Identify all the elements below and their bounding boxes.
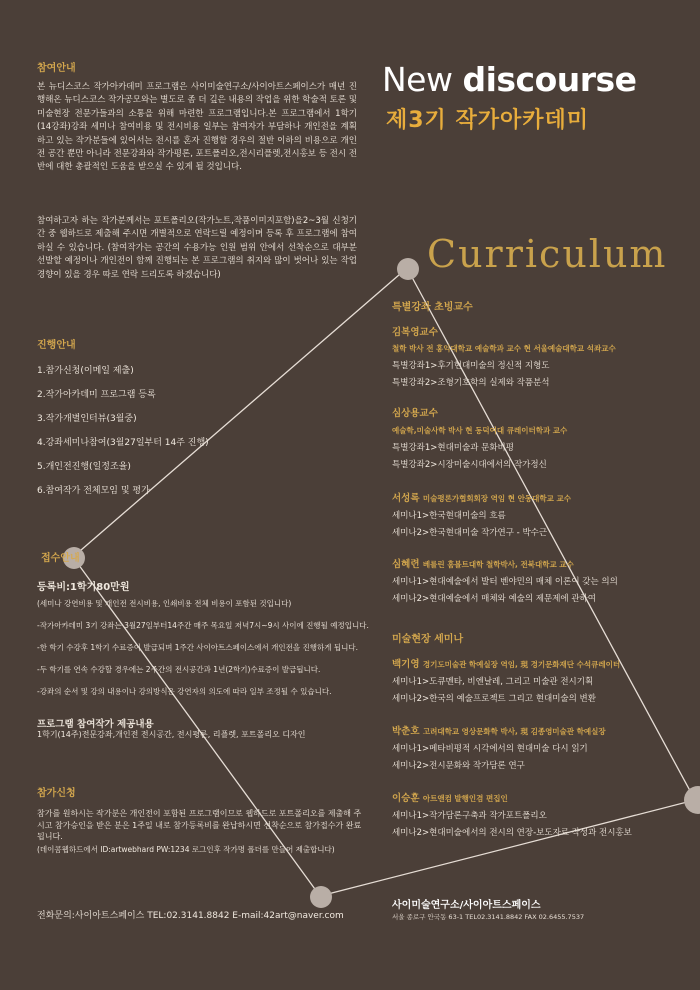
lecturer-name-line bbox=[392, 556, 692, 570]
reception-title: 접수안내 bbox=[41, 553, 80, 564]
lecturer-affiliation: 예술학,미술사학 박사 현 동덕여대 큐레이터학과 교수 bbox=[392, 426, 568, 435]
lecturer-name-line bbox=[392, 490, 692, 504]
reception-note: -강좌의 순서 및 강의 내용이나 강의방식은 강연자의 의도에 따라 일부 조정될 수 있습니다. bbox=[37, 687, 332, 696]
title-part1: New bbox=[382, 60, 463, 99]
lecturer-name: 박춘호 bbox=[392, 726, 420, 737]
provide-title: 프로그램 참여작가 제공내용 bbox=[37, 719, 154, 730]
lecturer-6 bbox=[392, 723, 692, 771]
node-dot-top bbox=[397, 258, 419, 280]
main-title bbox=[382, 60, 637, 99]
lecturer-5 bbox=[392, 656, 692, 704]
lecture-line: 세미나2>현대예술에서 매체와 예술의 제문제에 관하여 bbox=[392, 594, 596, 604]
provide-text: 1학기(14주)전문강좌,개인전 전시공간, 전시평론, 리플렛, 포트폴리오 디자인 bbox=[37, 730, 306, 739]
lecture-line: 특별강좌1>현대미술과 문화비평 bbox=[392, 443, 514, 453]
lecturer-name-line bbox=[392, 656, 692, 670]
process-step: 3.작가개별인터뷰(3월중) bbox=[37, 414, 137, 424]
process-title: 진행안내 bbox=[37, 340, 76, 351]
title-part2: discourse bbox=[462, 60, 637, 99]
process-steps bbox=[37, 363, 209, 507]
apply-webhard: (데이콤웹하드에서 ID:artwebhard PW:1234 로그인후 작가명 폴더를 만들어 제출합니다) bbox=[37, 845, 335, 854]
reception-notes bbox=[37, 598, 367, 708]
lecturer-name: 서성록 bbox=[392, 493, 420, 504]
apply-text: 참가를 원하시는 작가분은 개인전이 포함된 프로그램이므로 웹하드로 포트폴리오를 제출해 주시고 참가승인을 받은 분은 1주일 내로 참가등록비를 완납하시면 선착순으로 참가접수가 완료됩니다. bbox=[37, 809, 362, 841]
lecture-line: 특별강좌1>후기현대미술의 정신적 지형도 bbox=[392, 361, 550, 371]
lecturer-name-line bbox=[392, 790, 692, 804]
lecture-line: 세미나1>작가담론구축과 작가포트폴리오 bbox=[392, 811, 547, 821]
lecture-line: 세미나2>현대미술에서의 전시의 연장-보도자료 작성과 전시홍보 bbox=[392, 828, 632, 838]
footer-address: 서울 종로구 안국동 63-1 TEL02.3141.8842 FAX 02.6455.7537 bbox=[392, 913, 585, 921]
lecturer-affiliation: 고려대학교 영상문화학 박사, 現 김종영미술관 학예실장 bbox=[422, 727, 606, 736]
lecturer-7 bbox=[392, 790, 692, 838]
curriculum-heading: Curriculum bbox=[427, 232, 668, 276]
lecturer-name: 심혜련 bbox=[392, 559, 420, 570]
field-title: 미술현장 세미나 bbox=[392, 634, 464, 645]
participation-title: 참여안내 bbox=[37, 63, 76, 74]
lecture-line: 세미나1>한국현대미술의 흐름 bbox=[392, 511, 506, 521]
lecturer-affiliation: 미술평론가협회회장 역임 현 안동대학교 교수 bbox=[422, 494, 571, 503]
reception-note: -두 학기를 연속 수강할 경우에는 2주간의 전시공간과 1년(2학기)수료증이 발급됩니다. bbox=[37, 665, 321, 674]
special-title: 특별강좌 초빙교수 bbox=[392, 302, 473, 313]
lecturer-name: 이승훈 bbox=[392, 793, 420, 804]
lecture-line: 세미나2>전시문화와 작가담론 연구 bbox=[392, 761, 525, 771]
lecture-line: 세미나1>메타비평적 시각에서의 현대미술 다시 읽기 bbox=[392, 744, 588, 754]
reception-note: (세미나 강연비용 및 개인전 전시비용, 인쇄비용 전체 비용이 포함된 것입니다) bbox=[37, 599, 292, 608]
lecturer-1 bbox=[392, 324, 692, 388]
lecturer-name-line bbox=[392, 723, 692, 737]
reception-fee: 등록비:1학기80만원 bbox=[37, 582, 130, 593]
lecture-line: 세미나2>한국의 예술프로젝트 그리고 현대미술의 변환 bbox=[392, 694, 596, 704]
participation-para1: 본 뉴디스코스 작가아카데미 프로그램은 사이미술연구소/사이아트스페이스가 매년 진행해온 뉴디스코스 작가공모와는 별도로 좀 더 깊은 내용의 작업을 위한 학술적 토론 및 미술현장 전문가들과의 소통을 위해 마련한 프로그램입니다.본 프로그램에서 1학기(14강좌)강좌 세미나 참여비용 및 전시비용 일부는 참여자가 부담하나 개인전을 계획하고 있는 작가분들에 있어서는 전시를 혼자 진행할 경우의 절반 이하의 비용으로 개인전 공간 뿐만 아니라 전문강좌와 작가평론, 포트폴리오,전시리플렛,전시홍보 등 전시 전반에 대한 총괄적인 도움을 받으실 수 있게 될 것입니다. bbox=[37, 82, 357, 173]
lecturer-affiliation: 철학 박사 전 홍익대학교 예술학과 교수 현 서울예술대학교 석좌교수 bbox=[392, 344, 616, 353]
footer-org: 사이미술연구소/사이아트스페이스 bbox=[392, 900, 541, 911]
lecturer-2 bbox=[392, 405, 692, 470]
lecture-line: 세미나1>도큐멘타, 비엔날레, 그리고 미술관 전시기획 bbox=[392, 677, 594, 687]
reception-note: -작가아카데미 3기 강좌는 3월27일부터14주간 매주 목요일 저녁7시~9시 사이에 진행될 예정입니다. bbox=[37, 621, 369, 630]
lecturer-affiliation: 경기도미술관 학예실장 역임, 現 경기문화재단 수석큐레이터 bbox=[422, 660, 621, 669]
process-step: 4.강좌세미나참여(3월27일부터 14주 진행) bbox=[37, 438, 209, 448]
reception-note: -한 학기 수강후 1학기 수료증이 발급되며 1주간 사이아트스페이스에서 개인전을 진행하게 됩니다. bbox=[37, 643, 359, 652]
process-step: 5.개인전진행(일정조율) bbox=[37, 462, 131, 472]
node-dot-bottom bbox=[310, 886, 332, 908]
lecturer-name: 백기영 bbox=[392, 659, 420, 670]
lecturer-3 bbox=[392, 490, 692, 538]
lecturer-name: 김복영교수 bbox=[392, 327, 438, 338]
participation-para2: 참여하고자 하는 작가분께서는 포트폴리오(작가노트,작품이미지포함)을2~3월 신청기간 중 웹하드로 제출해 주시면 개별적으로 연락드릴 예정이며 등록 후 프로그램에 참여하실 수 있습니다. (참여작가는 공간의 수용가능 인원 범위 안에서 선착순으로 대부분 선발할 예정이나 개인전이 함께 진행되는 본 프로그램의 취지와 많이 벗어나 있는 작업 경향이 있을 경우 따로 연락 드리도록 하겠습니다) bbox=[37, 216, 357, 280]
apply-title: 참가신청 bbox=[37, 788, 76, 799]
lecture-line: 세미나1>현대예술에서 발터 벤야민의 매체 이론이 갖는 의의 bbox=[392, 577, 618, 587]
lecturer-4 bbox=[392, 556, 692, 604]
process-step: 2.작가아카데미 프로그램 등록 bbox=[37, 390, 156, 400]
lecturer-affiliation: 아트앤컴 발행인겸 편집인 bbox=[422, 794, 508, 803]
lecturer-name: 심상용교수 bbox=[392, 408, 438, 419]
lecture-line: 세미나2>한국현대미술 작가연구 - 박수근 bbox=[392, 528, 548, 538]
process-step: 1.참가신청(이메일 제출) bbox=[37, 366, 134, 376]
subtitle: 제3기 작가아카데미 bbox=[386, 108, 589, 133]
lecture-line: 특별강좌2>조형기호학의 실제와 작품분석 bbox=[392, 378, 550, 388]
process-step: 6.참여작가 전체모임 및 평가 bbox=[37, 486, 150, 496]
lecturer-affiliation: 베를린 훔볼트대학 철학박사, 전북대학교 교수 bbox=[422, 560, 574, 569]
contact-info: 전화문의:사이아트스페이스 TEL:02.3141.8842 E-mail:42art@naver.com bbox=[37, 911, 344, 921]
lecture-line: 특별강좌2>시장미술시대에서의 작가정신 bbox=[392, 460, 547, 470]
